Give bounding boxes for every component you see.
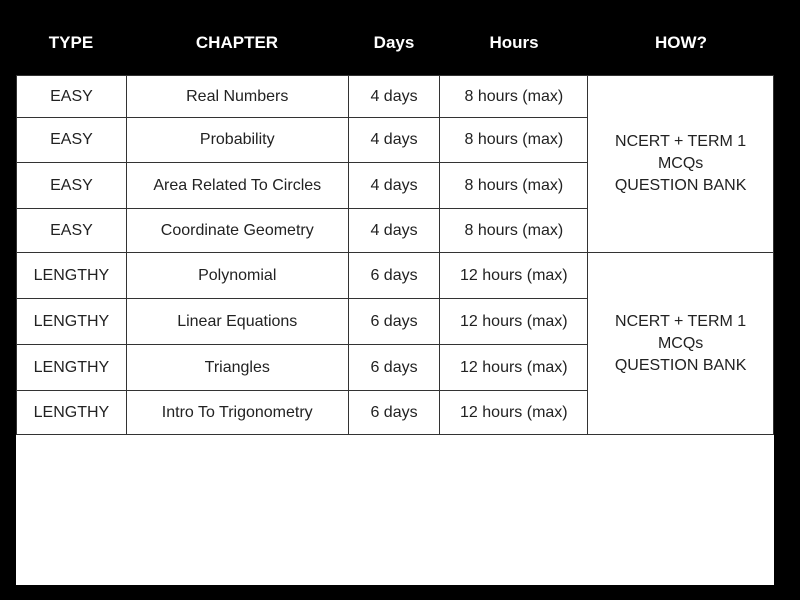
cell-chapter: Coordinate Geometry	[126, 209, 348, 253]
cell-hours: 12 hours (max)	[440, 345, 588, 391]
cell-chapter: Probability	[126, 118, 348, 163]
cell-type: LENGTHY	[17, 299, 127, 345]
cell-chapter: Real Numbers	[126, 76, 348, 118]
cell-type: EASY	[17, 163, 127, 209]
table-row	[17, 76, 774, 118]
cell-days: 4 days	[348, 118, 440, 163]
cell-days: 6 days	[348, 253, 440, 299]
cell-chapter: Triangles	[126, 345, 348, 391]
cell-hours: 8 hours (max)	[440, 209, 588, 253]
study-plan-sheet	[16, 75, 774, 585]
cell-chapter: Area Related To Circles	[126, 163, 348, 209]
cell-hours: 12 hours (max)	[440, 391, 588, 435]
cell-days: 6 days	[348, 345, 440, 391]
header-days: Days	[373, 33, 415, 52]
cell-type: LENGTHY	[17, 253, 127, 299]
cell-hours: 8 hours (max)	[440, 118, 588, 163]
header-how: HOW?	[655, 33, 707, 52]
header-chapter: CHAPTER	[195, 33, 279, 52]
cell-type: EASY	[17, 118, 127, 163]
study-plan-table	[16, 75, 774, 435]
cell-chapter: Linear Equations	[126, 299, 348, 345]
cell-type: EASY	[17, 209, 127, 253]
table-row	[17, 253, 774, 299]
cell-days: 4 days	[348, 163, 440, 209]
table-header	[0, 0, 800, 75]
cell-days: 4 days	[348, 209, 440, 253]
cell-days: 4 days	[348, 76, 440, 118]
cell-chapter: Intro To Trigonometry	[126, 391, 348, 435]
cell-hours: 12 hours (max)	[440, 253, 588, 299]
cell-hours: 8 hours (max)	[440, 163, 588, 209]
cell-type: LENGTHY	[17, 345, 127, 391]
cell-how-easy: NCERT + TERM 1 MCQs QUESTION BANK	[588, 76, 774, 253]
header-type: TYPE	[48, 33, 94, 52]
cell-days: 6 days	[348, 299, 440, 345]
cell-days: 6 days	[348, 391, 440, 435]
cell-hours: 12 hours (max)	[440, 299, 588, 345]
cell-hours: 8 hours (max)	[440, 76, 588, 118]
header-hours: Hours	[489, 33, 539, 52]
cell-type: EASY	[17, 76, 127, 118]
cell-chapter: Polynomial	[126, 253, 348, 299]
cell-type: LENGTHY	[17, 391, 127, 435]
cell-how-lengthy: NCERT + TERM 1 MCQs QUESTION BANK	[588, 253, 774, 435]
